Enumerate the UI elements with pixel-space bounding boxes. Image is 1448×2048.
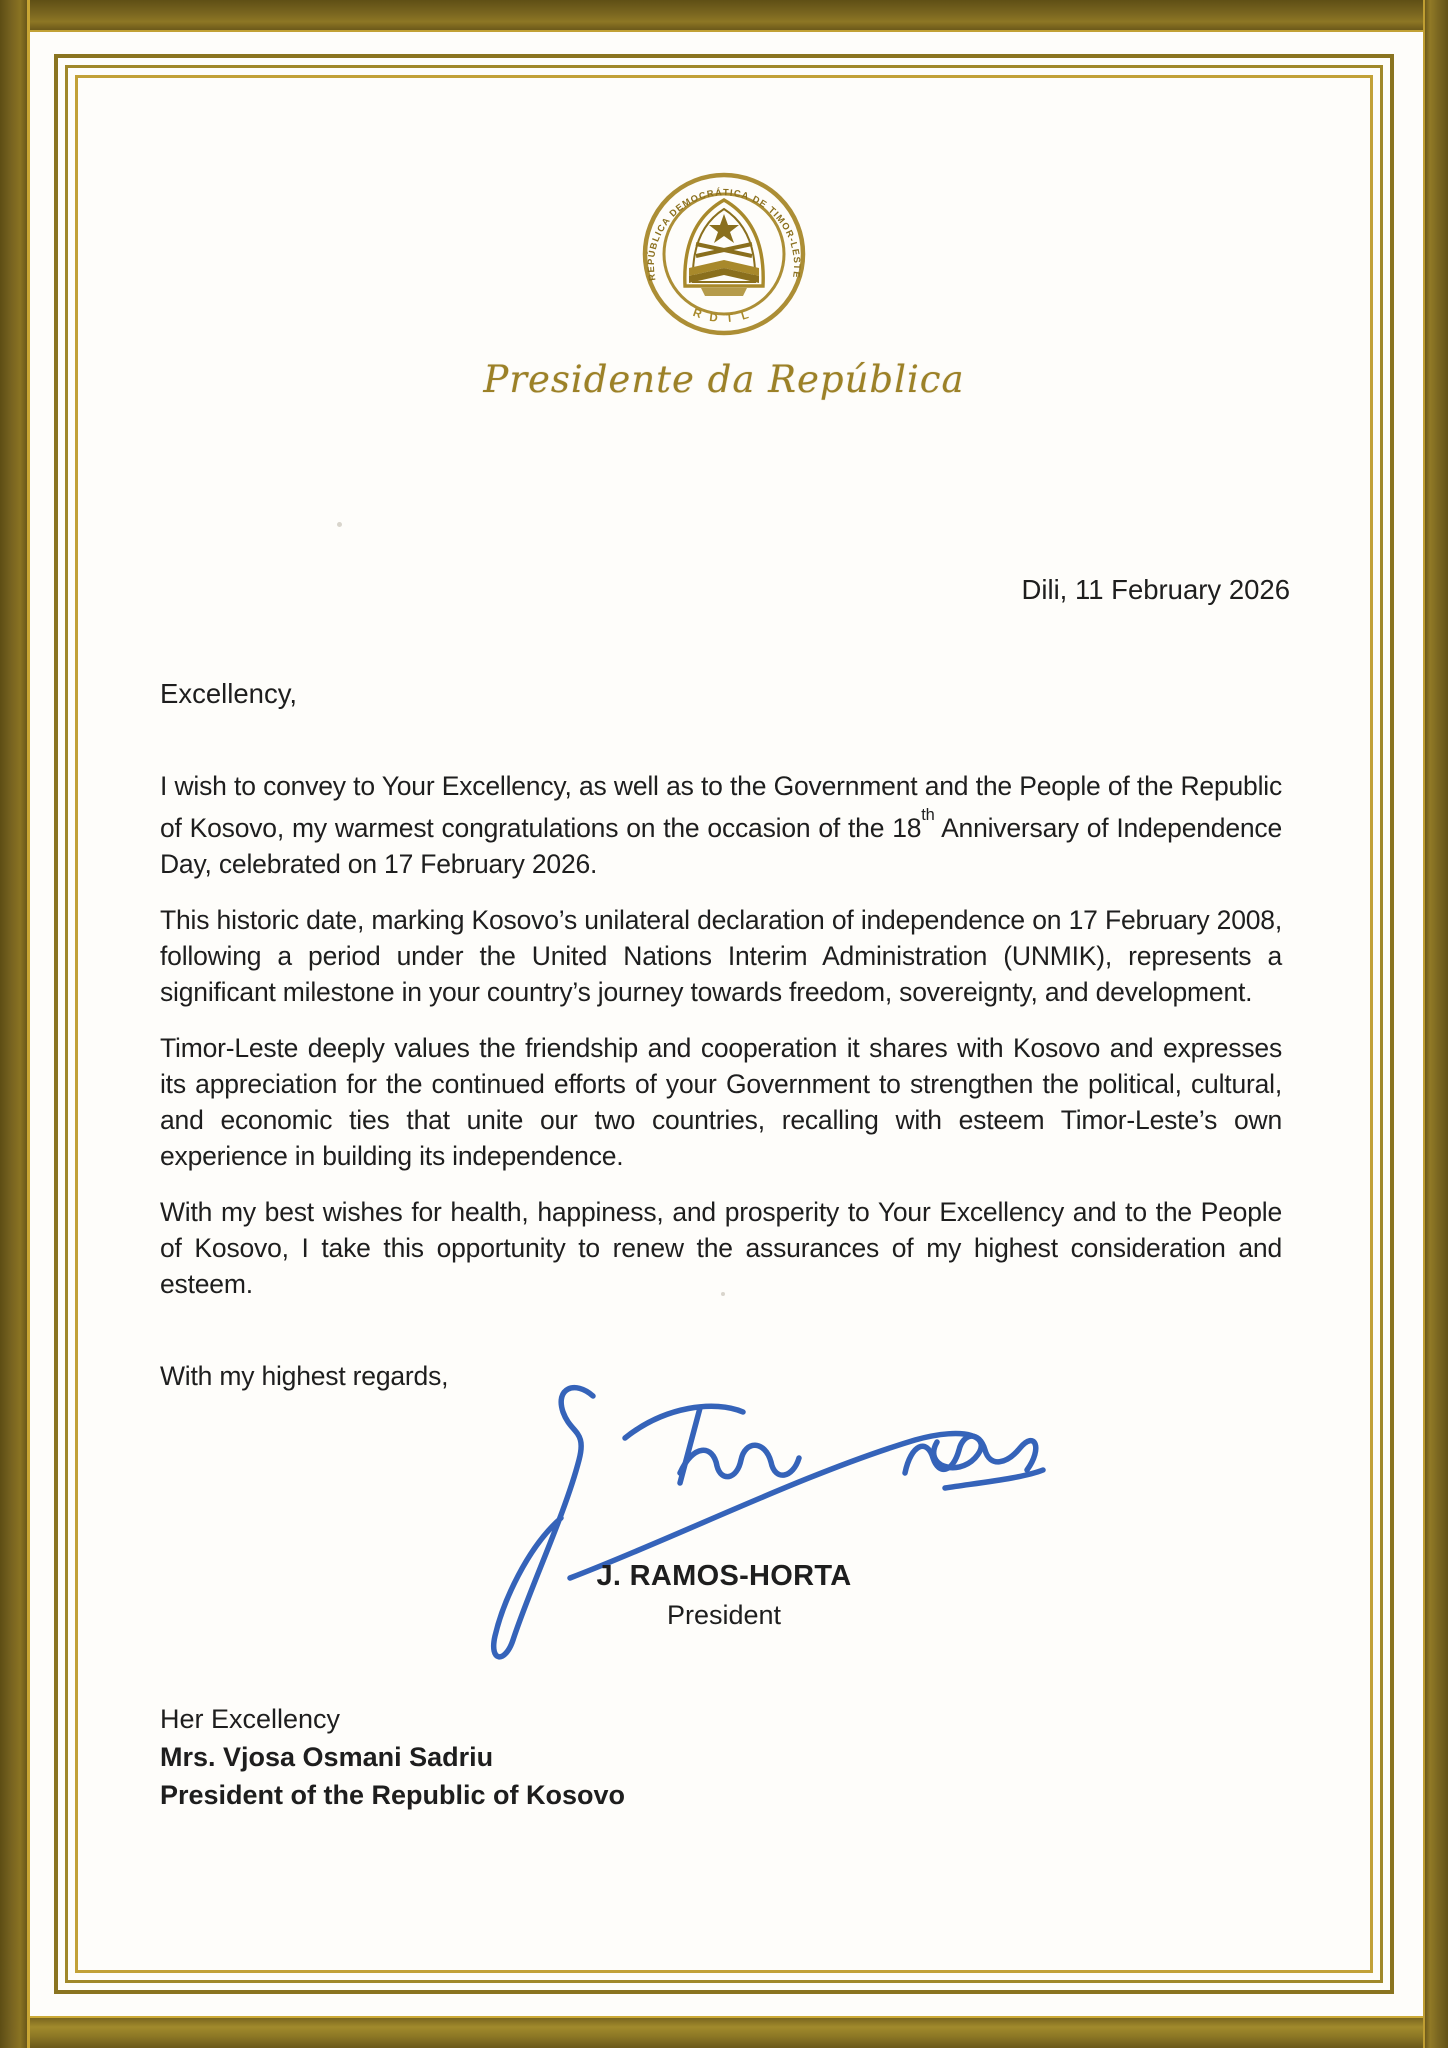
emblem-motto-text: R D T L [691, 307, 753, 326]
recipient-title: President of the Republic of Kosovo [160, 1780, 626, 1810]
paragraph-2: This historic date, marking Kosovo’s unilateral declaration of independence on 17 February 2008, following a period under the United Nations Interim Administration (UNMIK), represents a significant milestone in your country’s journey towards freedom, sovereignty, and development. [160, 904, 1282, 1007]
scan-speck [337, 522, 342, 527]
gold-border-band-right [1423, 0, 1448, 2048]
signatory-title: President [666, 1600, 782, 1630]
ordinal-superscript: th [921, 805, 935, 824]
gold-border-band-top [0, 0, 1448, 32]
paragraph-3: Timor-Leste deeply values the friendship and cooperation it shares with Kosovo and expresses its appreciation for the continued efforts of your Government to strengthen the political, cultural, and economic ties that unite our two countries, recalling with esteem Timor-Leste’s own experience in building its independence. [160, 1032, 1282, 1171]
recipient-name: Mrs. Vjosa Osmani Sadriu [160, 1742, 494, 1772]
timor-leste-emblem-seal [629, 164, 819, 352]
closing-line: With my highest regards, [160, 1360, 449, 1391]
emblem-caption-text: REPÚBLICA DEMOCRÁTICA DE TIMOR-LESTE [645, 187, 803, 282]
recipient-honorific: Her Excellency [160, 1704, 341, 1734]
signatory-block [0, 1560, 1448, 1631]
letterhead-script-title: Presidente da República [483, 358, 965, 401]
letter-body [160, 768, 1282, 1414]
scan-speck [721, 1292, 725, 1296]
signatory-name: J. RAMOS-HORTA [596, 1560, 852, 1592]
paragraph-4: With my best wishes for health, happiness, and prosperity to Your Excellency and to the People of Kosovo, I take this opportunity to renew the assurances of my highest consideration and esteem. [160, 1196, 1282, 1299]
gold-border-band-bottom [0, 2016, 1448, 2048]
gold-border-band-left [0, 0, 30, 2048]
dateline: Dili, 11 February 2026 [1021, 574, 1290, 605]
recipient-block [160, 1700, 625, 1814]
paragraph-1: I wish to convey to Your Excellency, as well as to the Government and the People of the Republic of Kosovo, my warmest congratulations on the occasion of the 18th Anniversary of Independence Day, celebrated on 17 February 2026. [160, 771, 1282, 879]
emblem-central-motif [685, 200, 763, 296]
salutation: Excellency, [160, 678, 298, 709]
